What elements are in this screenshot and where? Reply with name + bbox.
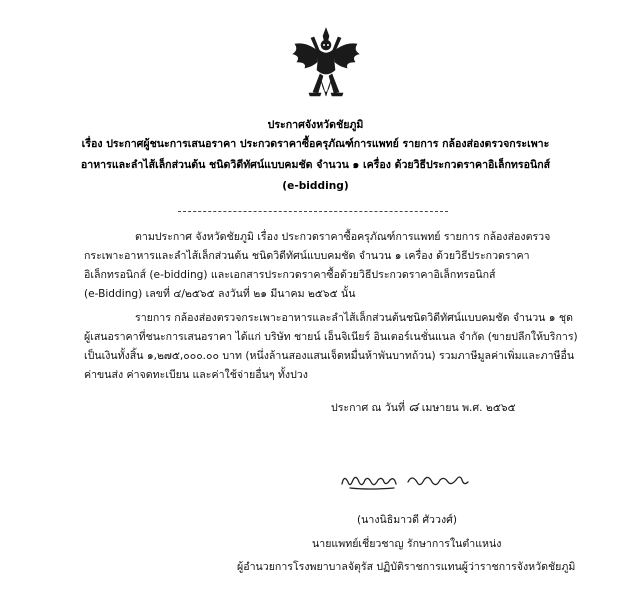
paragraph-1-line-4: (e-Bidding) เลขที่ ๔/๒๕๖๕ ลงวันที่ ๒๑ มีนาคม ๒๕๖๕ นั้น (84, 288, 356, 300)
paragraph-2-line-2: ผู้เสนอราคาที่ชนะการเสนอราคา ได้แก่ บริษัท ชายน์ เอ็นจิเนียร์ อินเตอร์เนชั่นแนล จำกัด (ขายปลีกให้บริการ) (84, 331, 578, 343)
date-prefix: ประกาศ ณ วันที่ (331, 402, 405, 414)
announcement-date (331, 401, 516, 415)
paragraph-2-line-1: รายการ กล้องส่องตรวจกระเพาะอาหารและลำไส้เล็กส่วนต้นชนิดวิดีทัศน์แบบคมชัด จำนวน ๑ ชุด (135, 312, 573, 324)
signer-title-line-1: นายแพทย์เชี่ยวชาญ รักษาการในตำแหน่ง (312, 538, 502, 550)
date-day-handwritten: ๘ (408, 400, 419, 415)
subject-line-2: อาหารและลำไส้เล็กส่วนต้น ชนิดวิดีทัศน์แบบคมชัด จำนวน ๑ เครื่อง ด้วยวิธีประกวดราคาอิเล็กทรอนิกส์ (80, 159, 551, 171)
document-heading: ประกาศจังหวัดชัยภูมิ (267, 119, 364, 131)
subject-line-3: (e-bidding) (282, 180, 349, 192)
paragraph-2-line-3: เป็นเงินทั้งสิ้น ๑,๒๗๕,๐๐๐.๐๐ บาท (หนึ่งล้านสองแสนเจ็ดหมื่นห้าพันบาทถ้วน) รวมภาษีมูลค่าเพิ่มและภาษีอื่น (84, 350, 575, 362)
garuda-emblem-icon (287, 26, 365, 108)
subject-line-1: เรื่อง ประกาศผู้ชนะการเสนอราคา ประกวดราคาซื้อครุภัณฑ์การแพทย์ รายการ กล้องส่องตรวจกระเพาะ (81, 138, 550, 150)
handwritten-signature (338, 468, 488, 494)
paragraph-1-line-2: กระเพาะอาหารและลำไส้เล็กส่วนต้น ชนิดวิดีทัศน์แบบคมชัด จำนวน ๑ เครื่อง ด้วยวิธีประกวดราคา (84, 250, 530, 262)
paragraph-1-line-1: ตามประกาศ จังหวัดชัยภูมิ เรื่อง ประกวดราคาซื้อครุภัณฑ์การแพทย์ รายการ กล้องส่องตรวจ (135, 231, 551, 243)
signer-title-line-2: ผู้อำนวยการโรงพยาบาลจัตุรัส ปฏิบัติราชการแทนผู้ว่าราชการจังหวัดชัยภูมิ (237, 561, 576, 573)
date-suffix: เมษายน พ.ศ. ๒๕๖๕ (421, 402, 516, 414)
divider (178, 211, 448, 212)
signer-name: (นางนิธิมาวดี ศัววงศ์) (357, 514, 457, 526)
paragraph-1-line-3: อิเล็กทรอนิกส์ (e-bidding) และเอกสารประกวดราคาซื้อด้วยวิธีประกวดราคาอิเล็กทรอนิกส์ (84, 269, 496, 281)
paragraph-2-line-4: ค่าขนส่ง ค่าจดทะเบียน และค่าใช้จ่ายอื่นๆ ทั้งปวง (84, 369, 308, 381)
